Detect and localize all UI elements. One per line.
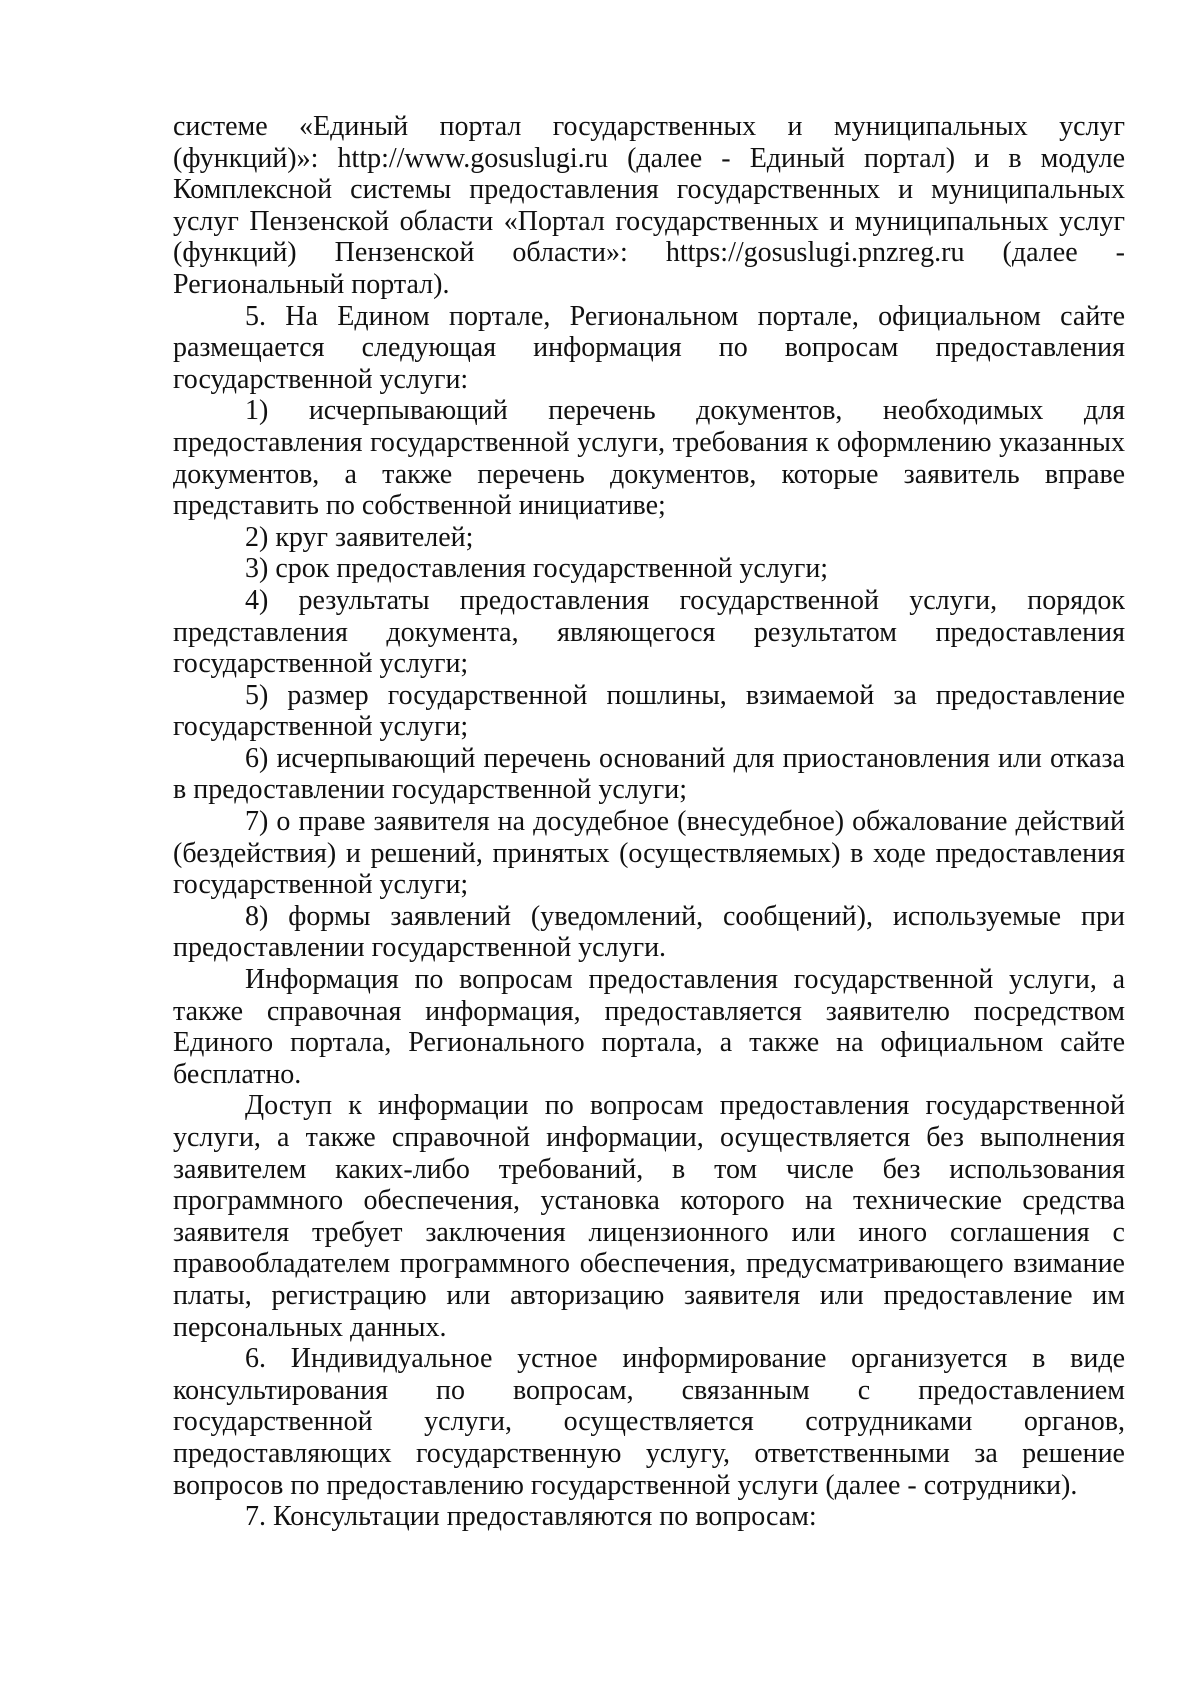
list-item-7: 7) о праве заявителя на досудебное (внесудебное) обжалование действий (бездействия) и решений, принятых (осуществляемых) в ходе предоставления государственной услуги; [173,806,1125,901]
list-item-5: 5) размер государственной пошлины, взимаемой за предоставление государственной услуги; [173,679,1125,743]
list-item-3: 3) срок предоставления государственной услуги; [245,553,829,585]
document-page [173,111,1125,1533]
list-item-1: 1) исчерпывающий перечень документов, необходимых для предоставления государственной услуги, требования к оформлению указанных документов, а также перечень документов, которые заявитель вправе представить по собственной инициативе; [173,395,1125,522]
list-item-2: 2) круг заявителей; [245,521,474,553]
paragraph-info-free: Информация по вопросам предоставления государственной услуги, а также справочная информация, предоставляется заявителю посредством Единого портала, Регионального портала, а также на официальном сайте бесплатно. [173,964,1125,1090]
paragraph-portal-continuation: системе «Единый портал государственных и муниципальных услуг (функций)»: http://www.gosuslugi.ru (далее - Единый портал) и в модуле Комплексной системы предоставления государственных и муниципальных услуг Пензенской области «Портал государственных и муниципальных услуг (функций) Пензенской области»: https://gosuslugi.pnzreg.ru (далее - Региональный портал). [173,111,1125,300]
paragraph-access: Доступ к информации по вопросам предоставления государственной услуги, а также справочной информации, осуществляется без выполнения заявителем каких-либо требований, в том числе без использования программного обеспечения, установка которого на технические средства заявителя требует заключения лицензионного или иного соглашения с правообладателем программного обеспечения, предусматривающего взимание платы, регистрацию или авторизацию заявителя или предоставление им персональных данных. [173,1090,1125,1343]
paragraph-item-5: 5. На Едином портале, Региональном портале, официальном сайте размещается следующая информация по вопросам предоставления государственной услуги: [173,300,1125,395]
paragraph-item-6: 6. Индивидуальное устное информирование организуется в виде консультирования по вопросам, связанным с предоставлением государственной услуги, осуществляется сотрудниками органов, предоставляющих государственную услугу, ответственными за решение вопросов по предоставлению государственной услуги (далее - сотрудники). [173,1343,1125,1501]
paragraph-item-7: 7. Консультации предоставляются по вопросам: [245,1501,817,1533]
list-item-8: 8) формы заявлений (уведомлений, сообщений), используемые при предоставлении государственной услуги. [173,900,1125,964]
list-item-6: 6) исчерпывающий перечень оснований для приостановления или отказа в предоставлении государственной услуги; [173,742,1125,806]
list-item-4: 4) результаты предоставления государственной услуги, порядок представления документа, являющегося результатом предоставления государственной услуги; [173,584,1125,680]
